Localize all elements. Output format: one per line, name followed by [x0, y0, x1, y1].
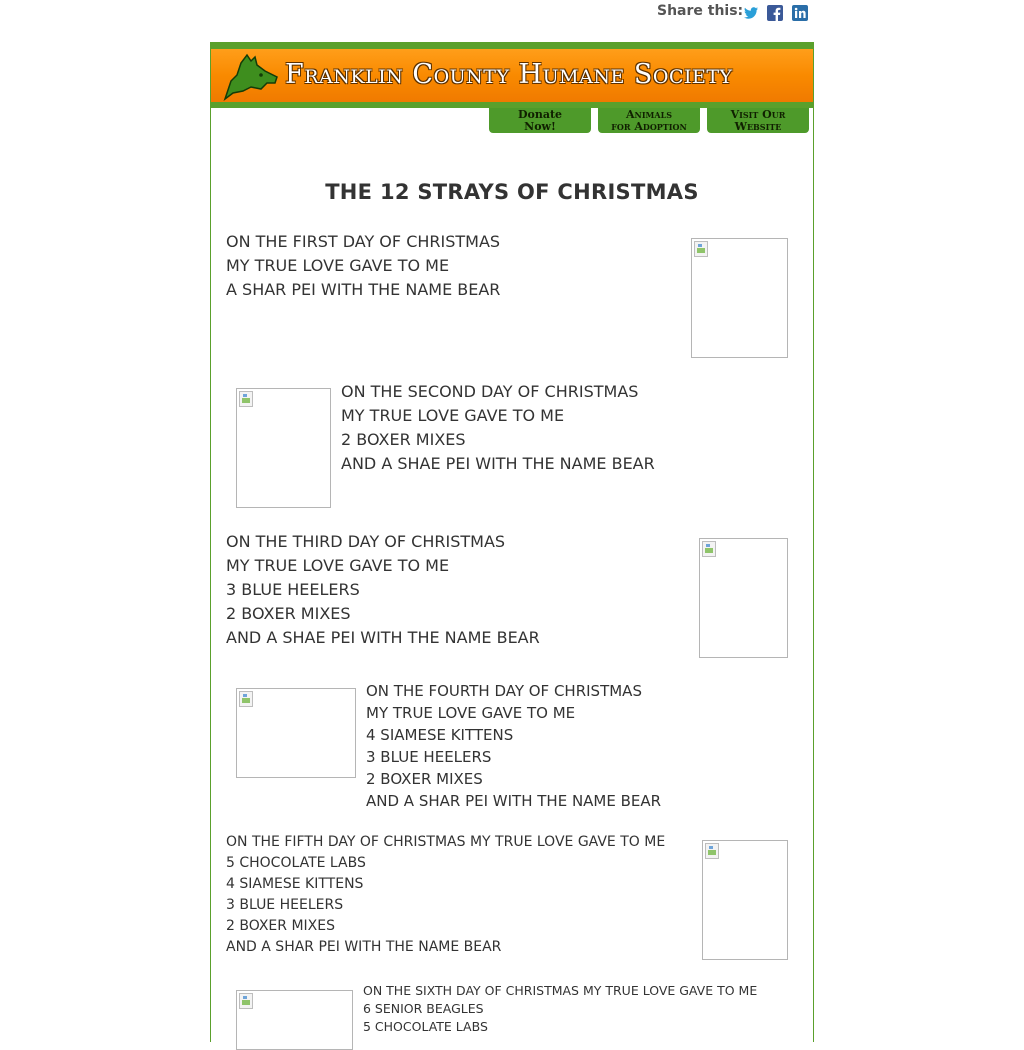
verse-6-image	[236, 990, 353, 1050]
page-title: THE 12 STRAYS OF CHRISTMAS	[325, 180, 699, 204]
verse-line: 5 CHOCOLATE LABS	[226, 855, 366, 871]
verse-5-image	[702, 840, 788, 960]
donate-button[interactable]	[489, 108, 591, 133]
verse-line: 2 BOXER MIXES	[226, 918, 335, 934]
dog-logo-icon	[221, 51, 279, 101]
verse-line: AND A SHAE PEI WITH THE NAME BEAR	[226, 628, 540, 647]
verse-line: ON THE SECOND DAY OF CHRISTMAS	[341, 382, 639, 401]
verse-line: 2 BOXER MIXES	[226, 604, 351, 623]
verse-line: ON THE FOURTH DAY OF CHRISTMAS	[366, 682, 642, 700]
verse-line: MY TRUE LOVE GAVE TO ME	[226, 256, 450, 275]
adoption-button-line2: for Adoption	[611, 120, 687, 133]
verse-line: 5 CHOCOLATE LABS	[363, 1019, 488, 1034]
verse-line: 3 BLUE HEELERS	[226, 897, 344, 913]
verse-line: AND A SHAE PEI WITH THE NAME BEAR	[341, 454, 655, 473]
header-banner	[211, 42, 813, 108]
verse-line: 3 BLUE HEELERS	[366, 748, 492, 766]
website-button[interactable]	[707, 108, 809, 133]
verse-4	[366, 680, 661, 812]
adoption-button-line1: Animals	[625, 108, 673, 121]
verse-6	[363, 982, 757, 1036]
donate-button-line2: Now!	[524, 120, 556, 133]
verse-2	[341, 380, 655, 476]
site-title: Franklin County Humane Society	[285, 59, 733, 90]
email-container	[210, 42, 814, 1042]
verse-1	[226, 230, 500, 302]
verse-line: 2 BOXER MIXES	[366, 770, 483, 788]
broken-image-icon	[239, 691, 253, 707]
verse-line: ON THE FIRST DAY OF CHRISTMAS	[226, 232, 501, 251]
verse-3	[226, 530, 540, 650]
verse-line: 4 SIAMESE KITTENS	[366, 726, 514, 744]
verse-line: 2 BOXER MIXES	[341, 430, 466, 449]
share-bar	[0, 0, 1024, 40]
verse-5	[226, 832, 665, 958]
broken-image-icon	[694, 241, 708, 257]
verse-4-image	[236, 688, 356, 778]
adoption-button[interactable]	[598, 108, 700, 133]
verse-line: ON THE FIFTH DAY OF CHRISTMAS MY TRUE LOVE GAVE TO ME	[226, 834, 666, 850]
verse-line: A SHAR PEI WITH THE NAME BEAR	[226, 280, 501, 299]
verse-line: 4 SIAMESE KITTENS	[226, 876, 364, 892]
verse-line: MY TRUE LOVE GAVE TO ME	[366, 704, 576, 722]
verse-line: MY TRUE LOVE GAVE TO ME	[226, 556, 450, 575]
linkedin-icon[interactable]	[792, 5, 808, 21]
verse-line: 3 BLUE HEELERS	[226, 580, 360, 599]
verse-line: ON THE THIRD DAY OF CHRISTMAS	[226, 532, 506, 551]
broken-image-icon	[239, 391, 253, 407]
verse-3-image	[699, 538, 788, 658]
website-button-line2: Website	[734, 120, 782, 133]
broken-image-icon	[702, 541, 716, 557]
twitter-icon[interactable]	[743, 5, 759, 21]
verse-line: AND A SHAR PEI WITH THE NAME BEAR	[226, 939, 502, 955]
broken-image-icon	[705, 843, 719, 859]
verse-line: AND A SHAR PEI WITH THE NAME BEAR	[366, 792, 662, 810]
facebook-icon[interactable]	[767, 5, 783, 21]
verse-line: MY TRUE LOVE GAVE TO ME	[341, 406, 565, 425]
website-button-line1: Visit Our	[730, 108, 786, 121]
donate-button-line1: Donate	[517, 108, 563, 121]
verse-line: 6 SENIOR BEAGLES	[363, 1001, 484, 1016]
broken-image-icon	[239, 993, 253, 1009]
verse-1-image	[691, 238, 788, 358]
verse-2-image	[236, 388, 331, 508]
share-label: Share this:	[657, 3, 744, 19]
verse-line: ON THE SIXTH DAY OF CHRISTMAS MY TRUE LOVE GAVE TO ME	[363, 983, 758, 998]
